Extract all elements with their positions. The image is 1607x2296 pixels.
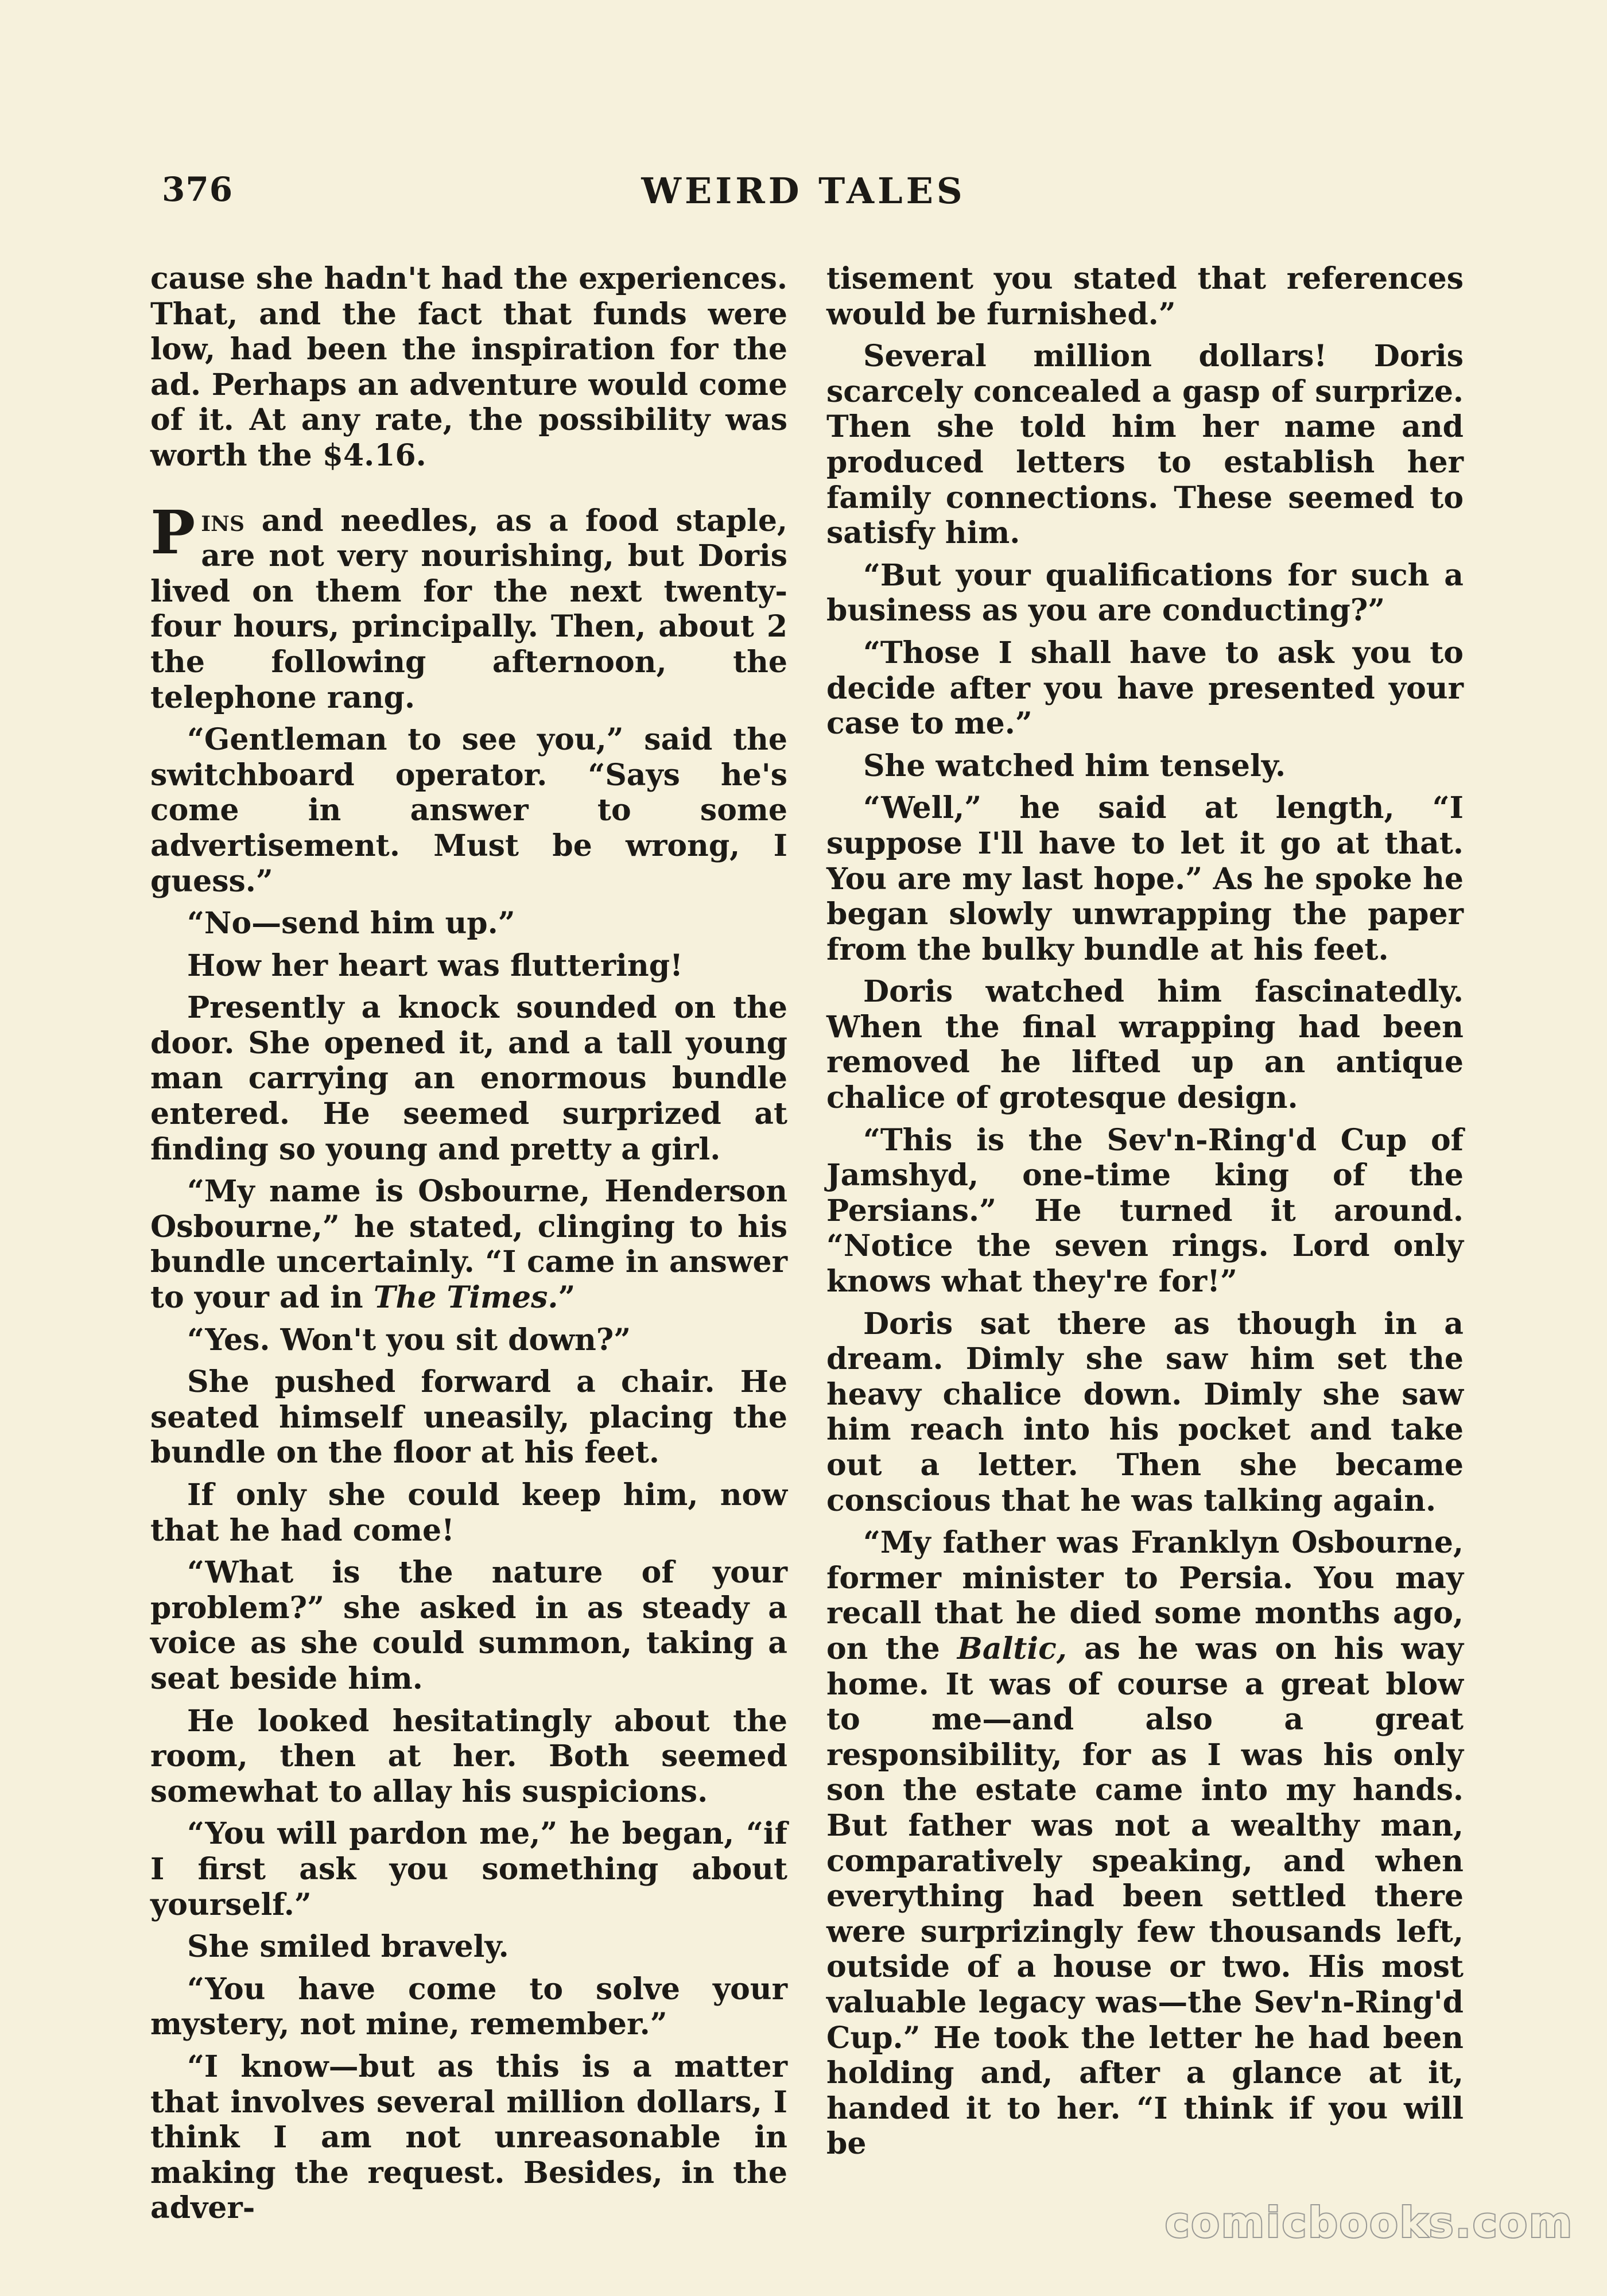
paragraph: Doris watched him fascinatedly. When the final wrapping had been removed he lifted up an antique chalice of grotesque design. — [826, 974, 1464, 1116]
paragraph: “What is the nature of your problem?” she asked in as steady a voice as she could summon, taking a seat beside him. — [150, 1555, 787, 1696]
small-caps-lead: ins — [201, 503, 244, 538]
paragraph: “But your qualifications for such a business as you are conducting?” — [826, 557, 1464, 629]
italic-title: The Times. — [373, 1280, 558, 1316]
italic-ship-name: Baltic, — [957, 1631, 1067, 1666]
paragraph: “You have come to solve your mystery, not mine, remember.” — [150, 1971, 787, 2042]
paragraph: tisement you stated that references would be furnished.” — [826, 261, 1464, 332]
paragraph: “I know—but as this is a matter that involves several million dollars, I think I am not unreasonable in making the request. Besides, in the adver- — [150, 2049, 787, 2226]
left-column — [150, 261, 787, 2233]
drop-cap: P — [150, 497, 196, 568]
paragraph: Several million dollars! Doris scarcely concealed a gasp of surprize. Then she told him her name and produced letters to establish her family connections. These seemed to satisfy him. — [826, 339, 1464, 551]
paragraph: He looked hesitatingly about the room, then at her. Both seemed somewhat to allay his suspicions. — [150, 1703, 787, 1809]
paragraph: Doris sat there as though in a dream. Dimly she saw him set the heavy chalice down. Dimly she saw him reach into his pocket and take out a letter. Then she became conscious that he was talking again. — [826, 1306, 1464, 1518]
paragraph: Presently a knock sounded on the door. She opened it, and a tall young man carrying an enormous bundle entered. He seemed surprized at finding so young and pretty a girl. — [150, 990, 787, 1167]
paragraph: “Gentleman to see you,” said the switchboard operator. “Says he's come in answer to some advertisement. Must be wrong, I guess.” — [150, 722, 787, 899]
paragraph-text: “My name is Osbourne, Henderson Osbourne,” he stated, clinging to his bundle uncertainly. “I came in answer to your ad in — [150, 1174, 787, 1316]
running-head: WEIRD TALES — [641, 170, 966, 212]
paragraph: cause she hadn't had the experiences. That, and the fact that funds were low, had been the inspiration for the ad. Perhaps an adventure would come of it. At any rate, the possibility was worth the $4.16. — [150, 261, 787, 473]
paragraph: How her heart was fluttering! — [187, 948, 683, 983]
paragraph — [826, 1525, 1464, 2162]
paragraph — [150, 1174, 787, 1315]
paragraph: “This is the Sev'n-Ring'd Cup of Jamshyd, one-time king of the Persians.” He turned it around. “Notice the seven rings. Lord only knows what they're for!” — [826, 1122, 1464, 1300]
page-number: 376 — [162, 170, 234, 209]
paragraph: “Well,” he said at length, “I suppose I'll have to let it go at that. You are my last hope.” As he spoke he began slowly unwrapping the paper from the bulky bundle at his feet. — [826, 790, 1464, 967]
paragraph-text: and needles, as a food staple, are not very nourishing, but Doris lived on them for the next twenty-four hours, principally. Then, about 2 the following afternoon, the telephone rang. — [150, 503, 787, 715]
paragraph: She smiled bravely. — [187, 1929, 509, 1965]
paragraph: If only she could keep him, now that he had come! — [150, 1477, 787, 1548]
paragraph: “No—send him up.” — [187, 906, 515, 941]
paragraph: She watched him tensely. — [863, 748, 1286, 784]
paragraph: She pushed forward a chair. He seated himself uneasily, placing the bundle on the floor at his feet. — [150, 1364, 787, 1471]
paragraph-drop-cap — [150, 497, 787, 716]
paragraph-text: “My father was Franklyn Osbourne, former minister to Persia. You may recall that he died some months ago, on the — [826, 1525, 1464, 1666]
paragraph: “Yes. Won't you sit down?” — [187, 1322, 631, 1358]
paragraph: “Those I shall have to ask you to decide after you have presented your case to me.” — [826, 635, 1464, 742]
paragraph-text: ” — [558, 1280, 576, 1316]
right-column — [826, 261, 1464, 2169]
watermark: comicbooks.com — [1165, 2198, 1574, 2247]
paragraph-text: as he was on his way home. It was of course a great blow to me—and also a great responsibility, for as I was his only son the estate came into my hands. But father was not a wealthy man, comparatively speaking, and when everything had been settled there were surprizingly few thousands left, outside of a house or two. His most valuable legacy was—the Sev'n-Ring'd Cup.” He took the letter he had been holding and, after a glance at it, handed it to her. “I think if you will be — [826, 1631, 1464, 2162]
paragraph: “You will pardon me,” he began, “if I first ask you something about yourself.” — [150, 1816, 787, 1922]
